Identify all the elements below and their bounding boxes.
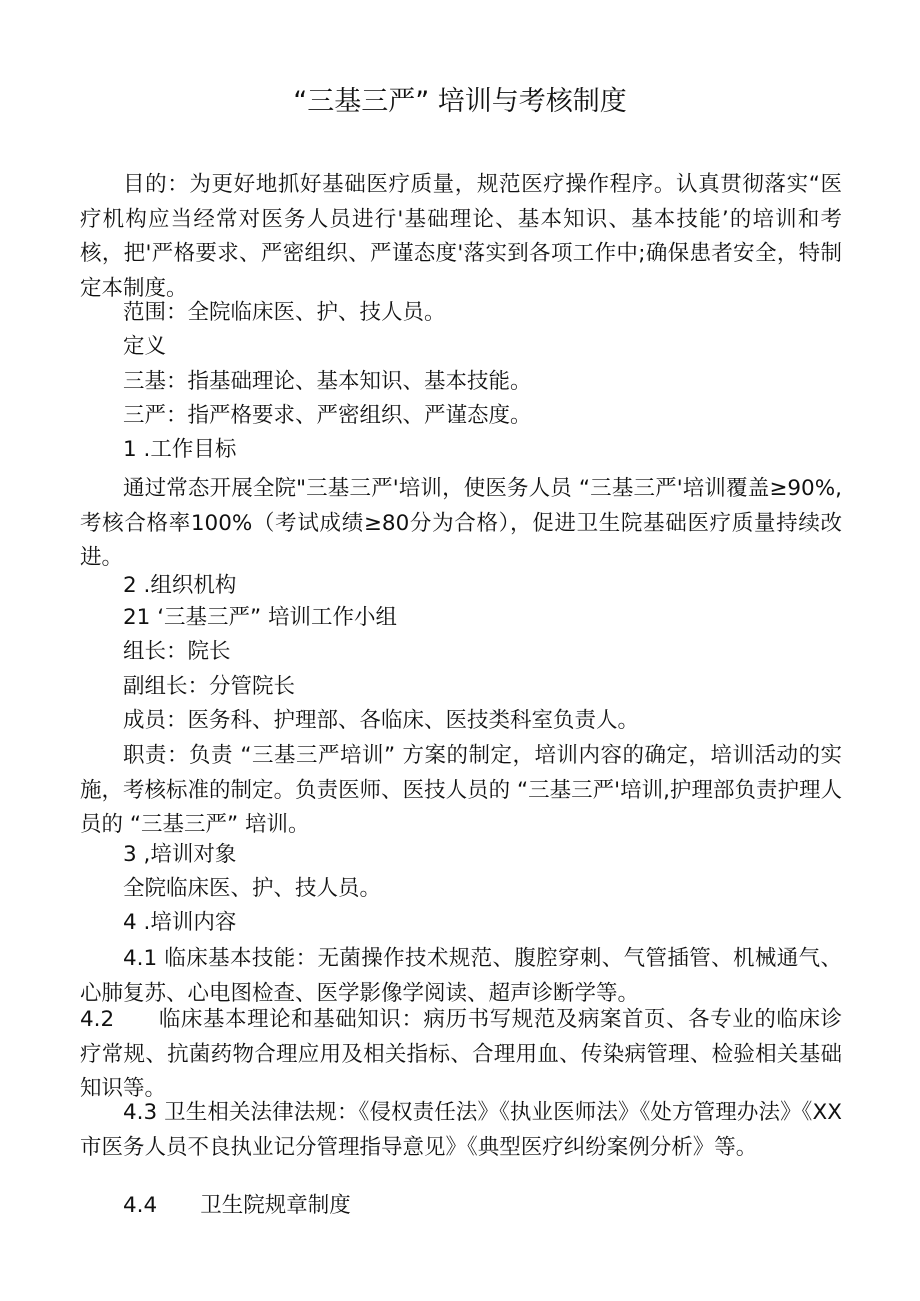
section-4-3: 4.3 卫生相关法律法规：《侵权责任法》《执业医师法》《处方管理办法》《XX市医务人员不良执业记分管理指导意见》《典型医疗纠纷案例分析》等。 bbox=[80, 1100, 842, 1160]
section-4-heading: 4 .培训内容 bbox=[123, 910, 237, 935]
section-4-2: 4.2 临床基本理论和基础知识：病历书写规范及病案首页、各专业的临床诊疗常规、抗菌药物合理应用及相关指标、合理用血、传染病管理、检验相关基础知识等。 bbox=[80, 1007, 842, 1101]
section-1-body: 通过常态开展全院"三基三严'培训，使医务人员 “三基三严'培训覆盖≥90%, 考核合格率100%（考试成绩≥80分为合格），促进卫生院基础医疗质量持续改进。 bbox=[80, 476, 842, 570]
purpose-paragraph: 目的：为更好地抓好基础医疗质量，规范医疗操作程序。认真贯彻落实“医疗机构应当经常对医务人员进行'基础理论、基本知识、基本技能’的培训和考核，把'严格要求、严密组织、严谨态度'落实到各项工作中;确保患者安全，特制定本制度。 bbox=[80, 172, 842, 301]
section-2-1-heading: 21 ‘三基三严” 培训工作小组 bbox=[123, 605, 398, 630]
sanji-definition: 三基：指基础理论、基本知识、基本技能。 bbox=[123, 369, 532, 394]
leader-line: 组长：院长 bbox=[123, 639, 231, 664]
section-3-heading: 3 ,培训对象 bbox=[123, 842, 237, 867]
section-4-4: 4.4 卫生院规章制度 bbox=[123, 1193, 351, 1218]
definition-heading: 定义 bbox=[123, 334, 167, 359]
duties-paragraph: 职责：负责 “三基三严培训” 方案的制定，培训内容的确定，培训活动的实施，考核标准的制定。负责医师、医技人员的 “三基三严'培训,护理部负责护理人员的 “三基三严” 培训。 bbox=[80, 743, 842, 837]
sanyan-definition: 三严：指严格要求、严密组织、严谨态度。 bbox=[123, 403, 532, 428]
members-line: 成员：医务科、护理部、各临床、医技类科室负责人。 bbox=[123, 708, 640, 733]
section-4-1: 4.1 临床基本技能：无菌操作技术规范、腹腔穿刺、气管插管、机械通气、心肺复苏、心电图检查、医学影像学阅读、超声诊断学等。 bbox=[80, 946, 842, 1006]
section-3-body: 全院临床医、护、技人员。 bbox=[123, 876, 382, 901]
scope-paragraph: 范围：全院临床医、护、技人员。 bbox=[123, 300, 446, 325]
deputy-leader-line: 副组长：分管院长 bbox=[123, 674, 296, 699]
page-title: “三基三严” 培训与考核制度 bbox=[293, 86, 627, 117]
section-2-heading: 2 .组织机构 bbox=[123, 573, 237, 598]
section-1-heading: 1 .工作目标 bbox=[123, 437, 237, 462]
